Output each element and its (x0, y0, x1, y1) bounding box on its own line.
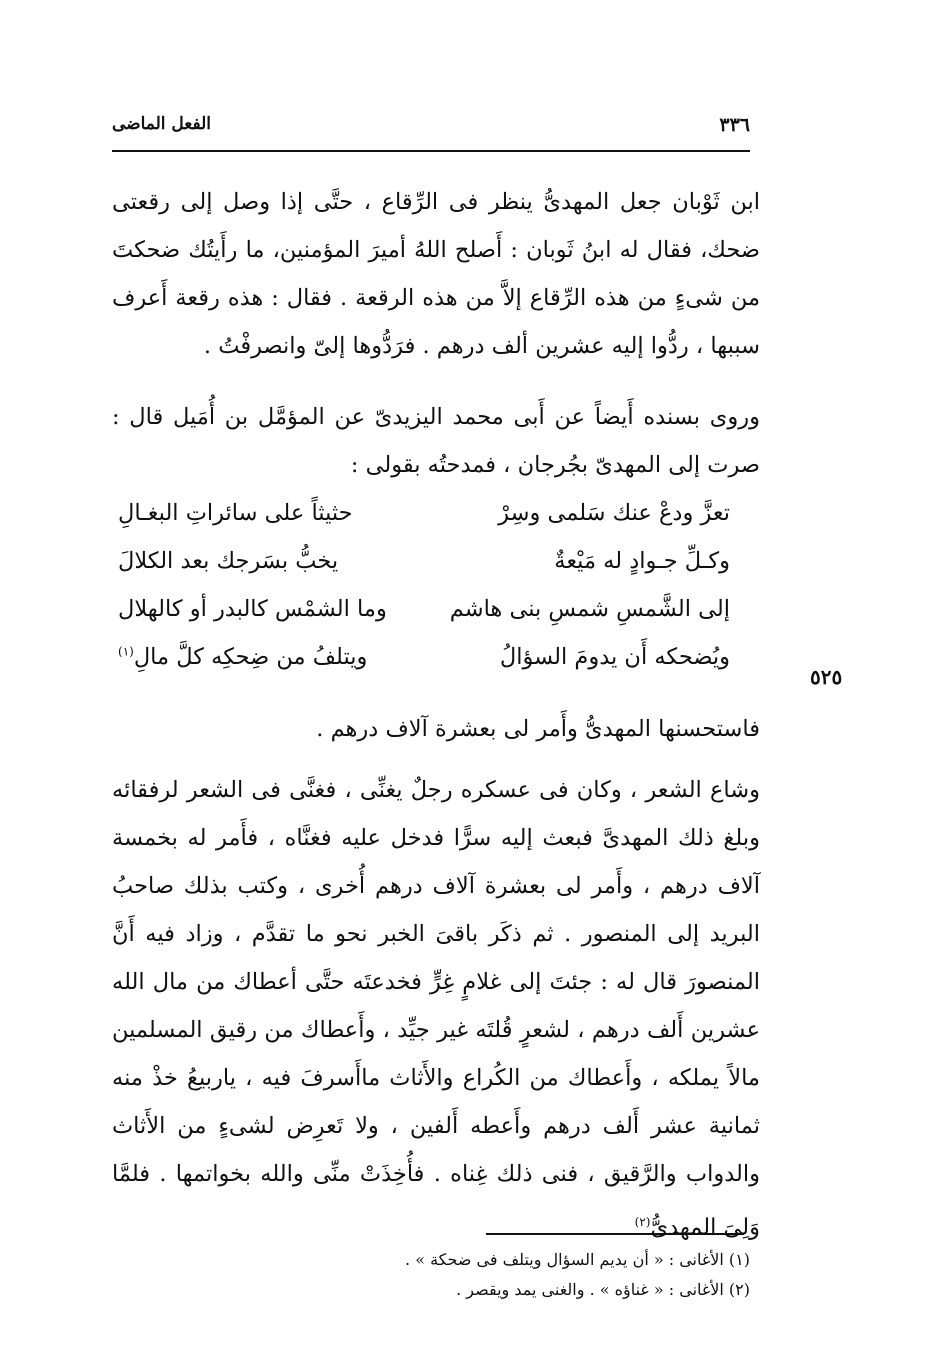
paragraph-4 (112, 766, 760, 1252)
verse-4-second-text: ويتلفُ من ضِحكِه كلَّ مالِ (133, 644, 368, 670)
paragraph-4-text: وشاع الشعر ، وكان فى عسكره رجلٌ يغنِّى ، فغنَّى فى الشعر لرفقائه وبلغ ذلك المهدىَّ فبعث إليه سرًّا فدخل عليه فغنَّاه ، فأَمر له بخمسة آلاف درهم ، وأَمر لى بعشرة آلاف درهم أُخرى ، وكتب بذلك صاحبُ البريد إلى المنصور . ثم ذكَر باقىَ الخبر نحو ما تقدَّم ، وزاد فيه أَنَّ المنصورَ قال له : جئتَ إلى غلامٍ غِرٍّ فخدعتَه حتَّى أعطاك من مال الله عشرين أَلف درهم ، لشعرٍ قُلتَه غير جيِّد ، وأَعطاك من رقيق المسلمين مالاً يملكه ، وأَعطاك من الكُراع والأَثاث ماأَسرفَ فيه ، ياربيعُ خذْ منه ثمانية عشر أَلف درهم وأَعطه أَلفين ، ولا تَعرِض لشىءٍ من الأَثاث والدواب والرَّقيق ، فنى ذلك غِناه . فأُخِذَتْ منِّى والله بخواتمها . فلمَّا وَلِىَ المهدىُّ (112, 777, 760, 1241)
running-title: الفعل الماضى (112, 114, 212, 134)
verse-2 (118, 548, 730, 596)
footnote-2: (٢) الأغانى : « غناؤه » . والغنى يمد ويقصر . (456, 1280, 750, 1299)
footnotes (280, 1245, 750, 1305)
paragraph-2: وروى بسنده أَيضاً عن أَبى محمد اليزيدىّ عن المؤمَّل بن أُمَيل قال : صرت إلى المهدىّ بجُرجان ، فمدحتُه بقولى : (112, 404, 760, 478)
footnote-ref-1: (١) (118, 644, 134, 659)
page-number: ٣٣٦ (719, 114, 750, 136)
footnote-ref-2: (٢) (634, 1215, 651, 1229)
verse-3 (118, 596, 730, 644)
verse-3-second-hemistich: وما الشمْس كالبدر أو كالهلال (118, 596, 387, 622)
verse-1-second-hemistich: حثيثاً على سائراتِ البغـالِ (118, 500, 353, 526)
page-header (112, 112, 750, 146)
poem (118, 500, 730, 692)
verse-4-first-hemistich: ويُضحكه أَن يدومَ السؤالُ (499, 644, 730, 670)
verse-4 (118, 644, 730, 692)
footnote-1: (١) الأغانى : « أن يديم السؤال ويتلف فى ضحكة » . (405, 1250, 750, 1269)
paragraph-1: ابن ثَوْبان جعل المهدىُّ ينظر فى الرِّقاع ، حتَّى إذا وصل إلى رقعتى ضحك، فقال له ابنُ ثَوبان : أَصلح اللهُ أميرَ المؤمنين، ما رأَيتُك ضحكتَ من شىءٍ من هذه الرِّقاع إلاَّ من هذه الرقعة . فقال : هذه رقعة أَعرف سببها ، ردُّوا إليه عشرين ألف درهم . فرَدُّوها إلىّ وانصرفْتُ . (112, 189, 760, 359)
footnote-rule (486, 1233, 744, 1235)
verse-1 (118, 500, 730, 548)
verse-2-first-hemistich: وكـلِّ جـوادٍ له مَيْعةٌ (554, 548, 730, 574)
verse-1-first-hemistich: تعزَّ ودعْ عنك سَلمى وسِرْ (498, 500, 730, 526)
verse-3-first-hemistich: إلى الشَّمسِ شمسِ بنى هاشم (449, 596, 730, 622)
verse-4-second-hemistich (118, 644, 367, 670)
margin-reference-number: ٥٢٥ (810, 665, 843, 689)
header-rule (112, 150, 750, 152)
paragraph-3: فاستحسنها المهدىُّ وأَمر لى بعشرة آلاف درهم . (316, 716, 760, 742)
verse-2-second-hemistich: يخبُّ بسَرجك بعد الكلالَ (118, 548, 339, 574)
